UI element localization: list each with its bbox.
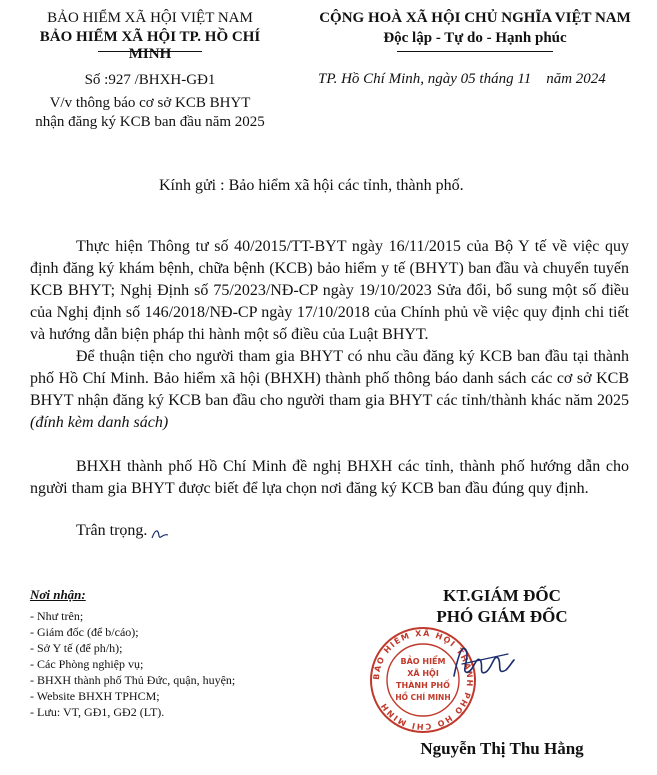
nation-title: CỘNG HOÀ XÃ HỘI CHỦ NGHĨA VIỆT NAM	[319, 10, 631, 26]
agency-underline	[98, 51, 202, 52]
closing: Trân trọng.	[76, 522, 148, 539]
national-motto: Độc lập - Tự do - Hạnh phúc	[383, 30, 567, 46]
paragraph-request-text: BHXH thành phố Hồ Chí Minh đề nghị BHXH các tỉnh, thành phố hướng dẫn cho người tham gia BHYT được biết để lựa chọn nơi đăng ký KCB ban đầu đúng quy định.	[30, 458, 629, 497]
recipient-item: - Website BHXH TPHCM;	[30, 689, 160, 703]
paragraph-request	[30, 456, 629, 500]
recipient-item: - Như trên;	[30, 609, 84, 623]
salutation: Kính gửi : Bảo hiểm xã hội các tỉnh, thành phố.	[159, 177, 464, 194]
paragraph-legal-basis-text: Thực hiện Thông tư số 40/2015/TT-BYT ngày 16/11/2015 của Bộ Y tế về việc quy định đăng ký khám bệnh, chữa bệnh (KCB) bảo hiểm y tế (BHYT) ban đầu và chuyển tuyến KCB BHYT; Nghị Định số 75/2023/NĐ-CP ngày 19/10/2023 Sửa đổi, bổ sung một số điều của Nghị định số 146/2018/NĐ-CP ngày 17/10/2018 của Chính phủ về việc quy định chi tiết và hướng dẫn biện pháp thi hành một số điều của Luật BHYT.	[30, 238, 629, 343]
subject-line-1: V/v thông báo cơ sở KCB BHYT	[49, 95, 251, 111]
paragraph-announcement	[30, 346, 629, 434]
initial-mark-icon	[150, 524, 170, 542]
signer-role-1: KT.GIÁM ĐỐC	[443, 586, 561, 605]
handwritten-signature	[448, 636, 518, 694]
recipient-item: - BHXH thành phố Thủ Đức, quận, huyện;	[30, 673, 236, 687]
stamp-ring-text: BẢO HIỂM XÃ HỘI THÀNH PHỐ HỒ CHÍ MINH	[371, 628, 475, 732]
recipient-item: - Giám đốc (để b/cáo);	[30, 625, 139, 639]
stamp-center-line: THÀNH PHỐ	[396, 681, 450, 690]
paragraph-announcement-text: Để thuận tiện cho người tham gia BHYT có nhu cầu đăng ký KCB ban đầu tại thành phố Hồ Chí Minh. Bảo hiểm xã hội (BHXH) thành phố thông báo danh sách các cơ sở KCB BHYT nhận đăng ký KCB ban đầu cho người tham gia BHYT các tỉnh/thành khác năm 2025	[30, 348, 629, 409]
place-and-date: TP. Hồ Chí Minh, ngày 05 tháng 11 năm 2024	[318, 71, 606, 87]
recipient-item: - Các Phòng nghiệp vụ;	[30, 657, 144, 671]
subject-line-2: nhận đăng ký KCB ban đầu năm 2025	[35, 114, 265, 130]
stamp-center-line: HỒ CHÍ MINH	[395, 693, 451, 702]
stamp-center-line: BẢO HIỂM	[400, 657, 446, 666]
paragraph-legal-basis	[30, 236, 629, 346]
recipient-item: - Sở Y tế (để ph/h);	[30, 641, 123, 655]
signer-name: Nguyễn Thị Thu Hằng	[420, 739, 584, 758]
stamp-center-line: XÃ HỘI	[407, 669, 439, 678]
recipients-title: Nơi nhận:	[30, 587, 86, 602]
signer-role-2: PHÓ GIÁM ĐỐC	[436, 607, 568, 626]
document-number: Số :927 /BHXH-GĐ1	[84, 72, 216, 88]
attachment-note: (đính kèm danh sách)	[30, 414, 169, 431]
agency-name: BẢO HIỂM XÃ HỘI TP. HỒ CHÍ MINH	[39, 29, 261, 62]
agency-parent: BẢO HIỂM XÃ HỘI VIỆT NAM	[47, 10, 253, 26]
motto-underline	[397, 51, 553, 52]
recipient-item: - Lưu: VT, GĐ1, GĐ2 (LT).	[30, 705, 165, 719]
